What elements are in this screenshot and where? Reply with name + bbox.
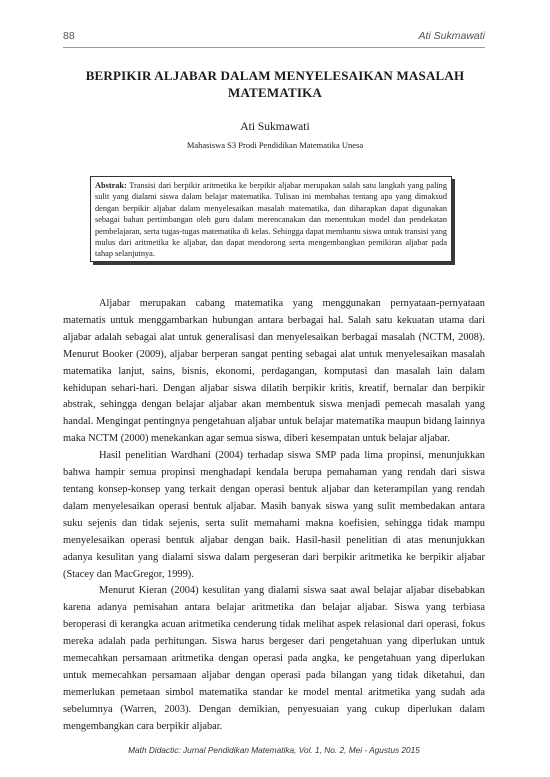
- body-paragraph: Hasil penelitian Wardhani (2004) terhadap siswa SMP pada lima propinsi, menunjukkan bahwa hampir semua propinsi menghadapi kendala berupa pemahaman yang rendah dari siswa tentang konsep-konsep yang terkait dengan operasi bentuk aljabar dan keterampilan yang rendah dalam menyelesaikan operasi bentuk aljabar. Masih banyak siswa yang sulit membedakan antara suku sejenis dan tidak sejenis, serta sulit memahami makna koefisien, sehingga tidak mampu menyelesaikan operasi bentuk aljabar dengan baik. Hasil-hasil penelitian di atas menunjukkan adanya kesulitan yang dialami siswa dalam pergeseran dari berpikir aritmetika ke berpikir aljabar (Stacey dan MacGregor, 1999).: [63, 450, 485, 580]
- header-rule: [63, 47, 485, 48]
- article-body: [63, 296, 485, 732]
- author-affiliation: Mahasiswa S3 Prodi Pendidikan Matematika Unesa: [186, 140, 364, 150]
- abstract-box: [90, 176, 452, 262]
- author-name: Ati Sukmawati: [240, 121, 310, 133]
- abstract-label: Abstrak:: [95, 181, 127, 190]
- journal-footer: Math Didactic: Jurnal Pendidikan Matematika, Vol. 1, No. 2, Mei - Agustus 2015: [128, 745, 420, 755]
- body-paragraph: Aljabar merupakan cabang matematika yang menggunakan pernyataan-pernyataan matematis untuk menggambarkan hubungan antara berbagai hal. Salah satu kekuatan utama dari aljabar adalah sebagai alat untuk generalisasi dan menyelesaikan berbagai masalah (NCTM, 2008). Menurut Booker (2009), aljabar berperan sangat penting sebagai alat untuk menyelesaikan masalah matematika lanjut, sains, bisnis, ekonomi, perdagangan, komputasi dan masalah lain dalam kehidupan sehari-hari. Dengan aljabar siswa dilatih berpikir kritis, kreatif, bernalar dan berpikir abstrak, sehingga dengan belajar aljabar akan membentuk siswa menjadi pemecah masalah yang handal. Mengingat pentingnya pengetahuan aljabar untuk belajar matematika maupun bidang lainnya maka NCTM (2000) menekankan agar semua siswa, diberi kesempatan untuk belajar aljabar.: [63, 298, 485, 445]
- body-paragraph: Menurut Kieran (2004) kesulitan yang dialami siswa saat awal belajar aljabar disebabkan karena adanya pemisahan antara belajar aritmetika dan belajar aljabar. Siswa yang terbiasa beroperasi di kerangka acuan aritmetika cenderung tidak melihat aspek relasional dari operasi, fokus mereka adalah pada perhitungan. Siswa harus bergeser dari pengetahuan yang diperlukan untuk memecahkan persamaan aritmetika dengan operasi pada angka, ke pengetahuan yang diperlukan untuk memecahkan persamaan aljabar dengan operasi pada bilangan yang tidak diketahui, dan memerlukan pemetaan simbol matematika standar ke model mental aritmetika yang sudah ada sebelumnya (Warren, 2003). Dengan demikian, penyesuaian yang cukup diperlukan dalam mengembangkan cara berpikir aljabar.: [63, 585, 485, 732]
- article-title: BERPIKIR ALJABAR DALAM MENYELESAIKAN MASALAH MATEMATIKA: [85, 68, 465, 100]
- abstract-text: Transisi dari berpikir aritmetika ke berpikir aljabar merupakan salah satu langkah yang paling sulit yang dialami siswa dalam belajar matematika. Tulisan ini membahas tentang apa yang dimaksud dengan berpikir aljabar dalam menyelesaikan masalah matematika, dan diharapkan dapat digunakan sebagai bahan pertimbangan oleh guru dalam merencanakan dan menentukan model dan pendekatan pembelajaran, serta tugas-tugas matematika di kelas. Sehingga dapat membantu siswa untuk transisi yang mulus dari aritmetika ke aljabar, dan dapat mendorong serta mengembangkan pemikiran aljabar pada tahap selanjutnya.: [95, 181, 447, 259]
- running-author: Ati Sukmawati: [418, 30, 485, 42]
- page-number: 88: [63, 30, 75, 42]
- running-header: [63, 30, 485, 44]
